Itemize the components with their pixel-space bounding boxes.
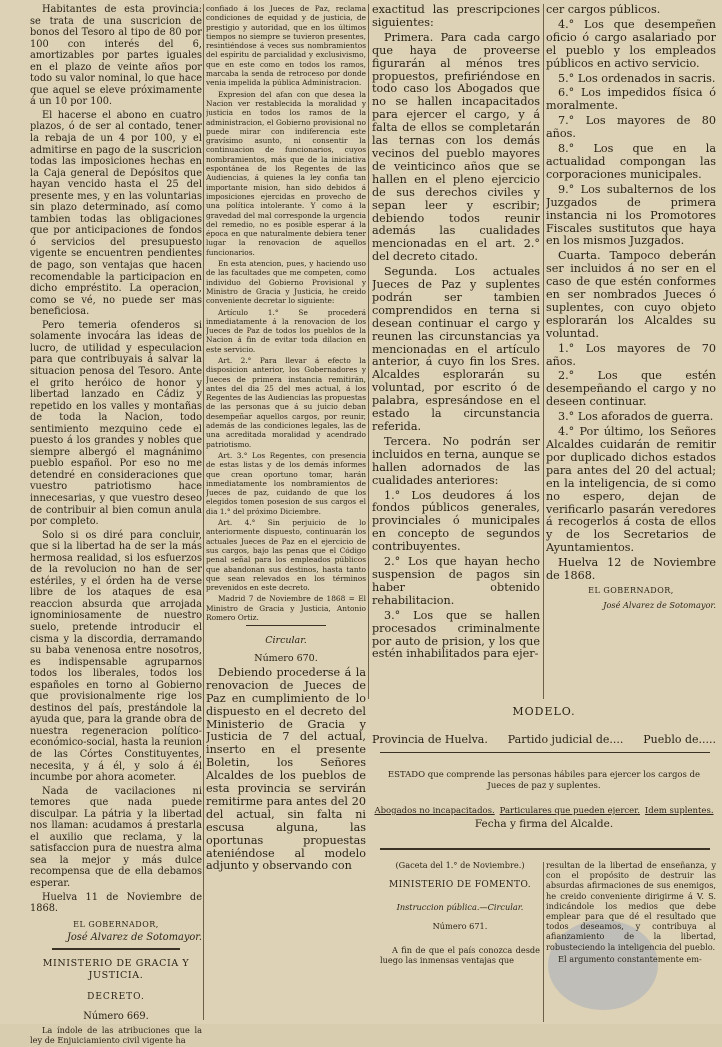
column-rule <box>203 4 204 1020</box>
list-item: 6.° Los impedidos física ó moralmente. <box>546 86 716 113</box>
signature-title: EL GOBERNADOR, <box>73 919 159 929</box>
number-label: Número 671. <box>432 920 488 931</box>
column-2 <box>206 4 366 875</box>
paragraph: confiado á los Jueces de Paz, reclama condiciones de equidad y de justicia, de prestigio y autoridad, que en los últimos tiempos no siempre se tuvieron presentes, resintiéndose á veces sus nombramientos del espíritu de parcialidad y exclusivismo, que en este como en todos los ramos, marcaba la senda de retroceso por donde venia impelida la pública Administracion. <box>206 4 366 88</box>
number-label: Número 669. <box>83 1011 149 1023</box>
paragraph: Solo si os diré para concluir, que si la libertad ha de ser la más hermosa realidad, si los esfuerzos de la revolucion no han de ser estériles, y el órden ha de verse libre de los ataques de esa reaccion absurda que arrojada ignominiosamente de nuestro suelo, pretende introducir el cisma y la discordia, derramando su baba venenosa entre nosotros, es indispensable agruparnos todos los liberales, todos los españoles en torno al Gobierno que provisionalmente rige los destinos del país, prestándole la ayuda que, para la grande obra de nuestra regeneracion político-económico-social, hasta la reunion de las Córtes Constituyentes, necesita, y á él, y solo á él incumbe por ahora acometer. <box>30 529 202 784</box>
column-rule <box>543 862 544 1022</box>
paragraph: cer cargos públicos. <box>546 4 661 16</box>
column-header: Abogados no incapacitados. <box>374 806 495 816</box>
paragraph: A fin de que el país conozca desde luego las inmensas ventajas que <box>380 944 540 966</box>
paragraph: resultan de la libertad de enseñanza, y con el propósito de destruir las absurdas afirmaciones de sus enemigos, he creido conveniente dirigirme á V. S. indicándole los medios que debe emplear para que dé el resultado que todos deseamos, y contribuya al afianzamiento de la libertad, robusteciendo la inteligencia del pueblo. <box>546 860 716 952</box>
paragraph: La índole de las atribuciones que la ley de Enjuiciamiento civil vigente ha <box>30 1024 202 1046</box>
list-item: 7.° Los mayores de 80 años. <box>546 114 716 141</box>
paragraph: Primera. Para cada cargo que haya de proveerse figurarán al ménos tres propuestos, prefiriéndose en todo caso los Abogados que no se hallen incapacitados para ejercer el cargo, y á falta de ellos se completarán las ternas con los demás vecinos del pueblo mayores de veinticinco años que se hallen en el pleno ejercicio de sus derechos civiles y sepan leer y escribir; debiendo todos reunir además las cualidades mencionadas en el art. 2.° del decreto citado. <box>372 30 540 264</box>
decree-label: DECRETO. <box>87 991 145 1002</box>
divider <box>380 752 710 753</box>
paragraph: Habitantes de esta provincia: se trata de una suscricion de bonos del Tesoro al tipo de 80 por 100 con interés del 6, amortizables por partes iguales en el plazo de veinte años por todo su valor nominal, lo que hace que aquel se eleve próximamente á un 10 por 100. <box>30 4 202 108</box>
column-1 <box>30 4 202 1047</box>
paragraph: exactitud las prescripciones siguientes: <box>372 4 540 29</box>
fecha-firma: Fecha y firma del Alcalde. <box>474 818 614 830</box>
list-item: 8.° Los que en la actualidad compongan las corporaciones municipales. <box>546 142 716 181</box>
lower-right-column <box>546 860 716 966</box>
list-item: 1.° Los deudores á los fondos públicos generales, provinciales ó municipales en concepto de segundos contribuyentes. <box>372 488 540 554</box>
gaceta-note: (Gaceta del 1.° de Noviembre.) <box>395 860 525 870</box>
circular-label: Circular. <box>265 635 307 647</box>
separator <box>52 948 180 950</box>
pueblo-label: Pueblo de..... <box>643 733 716 746</box>
article: Art. 2.° Para llevar á efecto la disposicion anterior, los Gobernadores y Jueces de primera instancia remitirán, antes del dia 25 del mes actual, á los Regentes de las Audiencias las propuestas de las personas que á su juicio deban desempeñar aquellos cargos, por reunir, además de las condiciones legales, las de una acreditada moralidad y acendrado patriotismo. <box>206 355 366 449</box>
paragraph: El argumento constantemente em- <box>558 953 702 964</box>
column-header: Particulares que pueden ejercer. <box>499 806 641 816</box>
signature-name: José Alvarez de Sotomayor. <box>66 932 202 944</box>
paragraph: El hacerse el abono en cuatro plazos, ó de ser al contado, tener la rebaja de un 4 por 100, y el admitirse en pago de la suscricion todas las imposiciones hechas en la Caja general de Depósitos que hayan vencido hasta el 25 del presente mes, y en las voluntarias sin plazo determinado, así como tambien todas las obligaciones que por anticipaciones de fondos ó servicios del presupuesto vigente se encuentren pendientes de pago, son ventajas que hacen recomendable la participacion en dicho empréstito. La operacion, como se vé, no puede ser mas beneficiosa. <box>30 109 202 318</box>
number-label: Número 670. <box>254 652 318 664</box>
paragraph: Tercera. No podrán ser incluidos en terna, aunque se hallen adornados de las cualidades anteriores: <box>372 434 540 487</box>
column-3 <box>372 4 540 694</box>
date-line: Madrid 7 de Noviembre de 1868 = El Ministro de Gracia y Justicia, Antonio Romero Ortiz. <box>206 594 366 622</box>
modelo-title: MODELO. <box>512 705 576 718</box>
date-line: Huelva 11 de Noviembre de 1868. <box>30 891 202 915</box>
date-line: Huelva 12 de Noviembre de 1868. <box>546 556 716 583</box>
column-4 <box>546 4 716 694</box>
signature-name: José Alvarez de Sotomayor. <box>603 599 716 610</box>
list-item: 5.° Los ordenados in sacris. <box>558 71 716 85</box>
modelo-header-row <box>372 733 716 746</box>
list-item: 3.° Los aforados de guerra. <box>558 410 714 424</box>
paragraph: Nada de vacilaciones ni temores que nada puede disculpar. La pátria y la libertad nos llaman: acudamos á prestarla el auxilio que reclama, y la satisfaccion pura de nuestra alma sea la mejor y más dulce recompensa que de ella debamos esperar. <box>30 785 202 890</box>
article: Artículo 1.° Se procederá inmediatamente á la renovacion de los Jueces de Paz de todos los pueblos de la Nacion á fin de evitar toda dilacion en este servicio. <box>206 307 366 354</box>
ministry-heading: MINISTERIO DE FOMENTO. <box>389 880 531 891</box>
column-rule <box>368 4 369 699</box>
lower-left-column <box>380 860 540 967</box>
list-item: 1.° Los mayores de 70 años. <box>546 341 716 368</box>
list-item: 2.° Los que estén desempeñando el cargo y no deseen continuar. <box>546 369 716 409</box>
column-header: Idem suplentes. <box>644 806 714 816</box>
modelo-table-header <box>372 806 716 816</box>
article: Art. 3.° Los Regentes, con presencia de estas listas y de los demás informes que crean oportuno tomar, harán inmediatamente los nombramientos de Jueces de paz, cuidando de que los elegidos tomen posesion de sus cargos el dia 1.° del próximo Diciembre. <box>206 450 366 516</box>
partido-label: Partido judicial de.... <box>507 733 624 746</box>
list-item: 3.° Los que se hallen procesados criminalmente por auto de prision, y los que estén inhabilitados para ejer- <box>372 608 540 661</box>
provincia-label: Provincia de Huelva. <box>372 733 488 746</box>
paragraph: Debiendo procederse á la renovacion de Jueces de Paz en cumplimiento de lo dispuesto en el decreto del Ministerio de Gracia y Justicia de 7 del actual, inserto en el presente Boletin, los Señores Alcaldes de los pueblos de esta provincia se servirán remitirme para antes del 20 del actual, sin falta ni escusa alguna, las oportunas propuestas ateniéndose al modelo adjunto y observando con <box>206 665 366 873</box>
instruccion-label: Instruccion pública.—Circular. <box>396 902 524 913</box>
separator <box>246 625 326 626</box>
paragraph: En esta atencion, pues, y haciendo uso de las facultades que me competen, como individuo del Gobierno Provisional y Ministro de Gracia y Justicia, he creido conveniente decretar lo siguiente: <box>206 259 366 306</box>
signature-title: EL GOBERNADOR, <box>588 585 674 595</box>
list-item: 2.° Los que hayan hecho suspension de pagos sin haber obtenido rehabilitacion. <box>372 555 540 607</box>
paragraph: Pero temeria ofenderos si solamente invocára las ideas de lucro, de utilidad y especulacion para que contribuyais á salvar la situacion penosa del Tesoro. Ante el grito heróico de honor y libertad lanzado en Cádiz y repetido en los valles y montañas de toda la Nacion, todo sentimiento mezquino cede el puesto á los grandes y nobles que siempre albergó el magnánimo pueblo español. Por eso no me detendré en consideraciones que vuestro patriotismo hace innecesarias, y que vuestro deseo de contribuir al bien comun anula por completo. <box>30 319 202 528</box>
article: Art. 4.° Sin perjuicio de lo anteriormente dispuesto, continuarán los actuales Jueces de Paz en el ejercicio de sus cargos, bajo las penas que el Código penal señal para los empleados públicos que abandonan sus destinos, hasta tanto que sean relevados en los términos prevenidos en este decreto. <box>206 518 366 593</box>
ministry-heading: MINISTERIO DE GRACIA Y JUSTICIA. <box>42 957 190 981</box>
paragraph: Segunda. Los actuales Jueces de Paz y suplentes podrán ser tambien comprendidos en terna si desean continuar el cargo y reunen las circunstancias ya mencionadas en el artículo anterior, á cuyo fin los Sres. Alcaldes esplorarán su voluntad, por escrito ó de palabra, espresándose en el estado la circunstancia referida. <box>372 265 540 433</box>
list-item: 4.° Por último, los Señores Alcaldes cuidarán de remitir por duplicado dichos estados para antes del 20 del actual; en la inteligencia, de si como no espero, dejan de verificarlo pasarán veredores á recogerlos á costa de ellos y de los Secretarios de Ayuntamientos. <box>546 425 716 555</box>
estado-caption: ESTADO que comprende las personas hábiles para ejercer los cargos de Jueces de paz y suplentes. <box>387 770 701 791</box>
paragraph: Cuarta. Tampoco deberán ser incluidos á no ser en el caso de que estén conformes en ser nombrados Jueces ó suplentes, con cuyo objeto esplorarán los Alcaldes su voluntad. <box>546 249 716 340</box>
column-rule <box>543 4 544 699</box>
list-item: 4.° Los que desempeñen oficio ó cargo asalariado por el pueblo y los empleados públicos en activo servicio. <box>546 17 716 70</box>
divider <box>380 848 710 850</box>
paragraph: Expresion del afan con que desea la Nacion ver restablecida la moralidad y justicia en todos los ramos de la administracion, el Gobierno provisional no puede mirar con indiferencia este gravísimo asunto, ni consentir la continuacion de funcionarios, cuyos nombramientos, más que de la iniciativa espontánea de los Regentes de las Audiencias, á quienes la ley confia tan importante mision, han sido debidos á imposiciones ejercidas en provecho de una política intolerante. Y como á la gravedad del mal corresponde la urgencia del remedio, no es posible esperar á la época en que naturalmente debiera tener lugar la renovacion de aquellos funcionarios. <box>206 89 366 257</box>
list-item: 9.° Los subalternos de los Juzgados de primera instancia ni los Promotores Fiscales sustitutos que haya en los mismos Juzgados. <box>546 182 716 248</box>
